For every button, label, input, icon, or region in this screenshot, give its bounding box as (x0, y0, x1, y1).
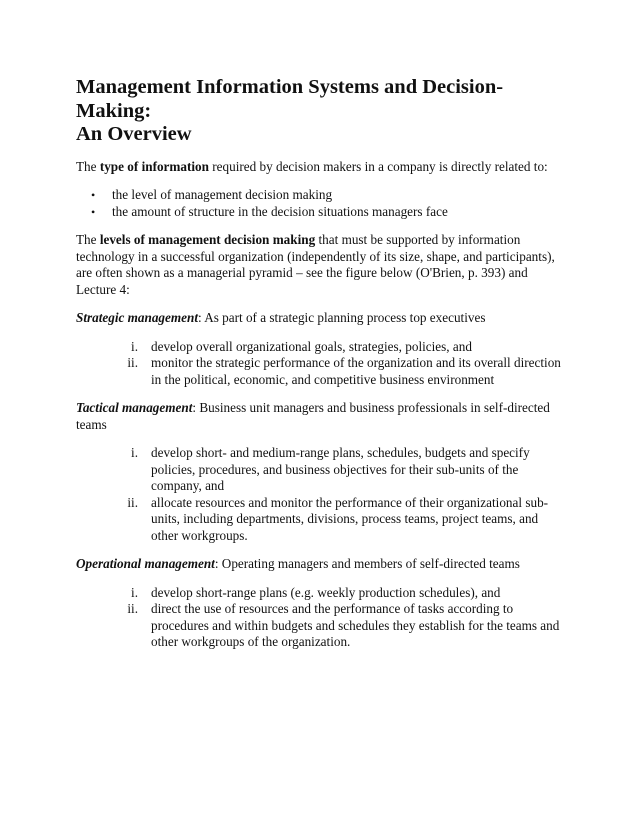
list-item (76, 445, 566, 495)
bullet-text: the amount of structure in the decision situations managers face (112, 203, 448, 219)
bullet-icon: • (91, 204, 96, 219)
section-strategic (76, 310, 566, 388)
bullet-icon: • (91, 188, 96, 202)
document-title (76, 76, 566, 147)
levels-bold-term: levels of management decision making (99, 232, 316, 247)
section-tactical (76, 400, 566, 544)
title-line-1: Management Information Systems and Decision-Making: (76, 76, 504, 122)
list-item (76, 339, 566, 356)
list-number: i. (131, 584, 138, 600)
section-text: : Operating managers and members of self-directed teams (214, 556, 520, 571)
list-text: direct the use of resources and the performance of tasks according to procedures and within budgets and schedules they establish for the teams and other workgroups of the organization. (151, 601, 560, 649)
list-item (76, 601, 566, 651)
section-operational (76, 556, 566, 651)
numbered-list (76, 445, 566, 544)
levels-text-after: that must be supported by information technology in a successful organization (independently of its size, shape, and participants), are often shown as a managerial pyramid – see the figure below (O'Brien, p. 393) and Lecture 4: (76, 232, 555, 297)
section-heading: Operational management (76, 556, 215, 571)
list-number: ii. (127, 355, 138, 370)
title-line-2: An Overview (76, 123, 192, 145)
bullet-text: the level of management decision making (112, 187, 333, 202)
section-intro (76, 310, 566, 327)
document-body (76, 76, 566, 651)
list-number: ii. (127, 601, 138, 616)
intro-bold-term: type of information (99, 158, 209, 174)
list-text: develop short-range plans (e.g. weekly production schedules), and (151, 584, 501, 600)
list-text: develop short- and medium-range plans, schedules, budgets and specify policies, procedures, and business objectives for their sub-units of the company, and (151, 445, 530, 493)
section-text: : Business unit managers and business professionals in self-directed teams (76, 400, 550, 432)
section-text: : As part of a strategic planning process top executives (197, 310, 486, 325)
section-intro (76, 556, 566, 573)
bullet-list (76, 187, 566, 220)
levels-text-before: The (76, 232, 100, 247)
list-item (76, 187, 566, 204)
section-heading: Tactical management (76, 400, 193, 415)
list-item (76, 204, 566, 221)
section-heading: Strategic management (76, 310, 198, 325)
intro-paragraph (76, 159, 566, 176)
levels-paragraph (76, 232, 566, 298)
numbered-list (76, 585, 566, 651)
list-text: develop overall organizational goals, strategies, policies, and (151, 338, 472, 354)
list-item (76, 355, 566, 388)
list-item (76, 495, 566, 545)
list-item (76, 585, 566, 602)
intro-text-after: required by decision makers in a company is directly related to: (208, 158, 548, 174)
section-intro (76, 400, 566, 433)
list-number: i. (131, 338, 138, 354)
numbered-list (76, 339, 566, 389)
list-number: i. (131, 445, 138, 460)
intro-text-before: The (76, 158, 100, 174)
list-text: allocate resources and monitor the performance of their organizational sub-units, including departments, divisions, process teams, project teams, and other workgroups. (151, 494, 549, 543)
list-text: monitor the strategic performance of the organization and its overall direction in the political, economic, and competitive business environment (151, 355, 561, 387)
list-number: ii. (127, 494, 138, 510)
